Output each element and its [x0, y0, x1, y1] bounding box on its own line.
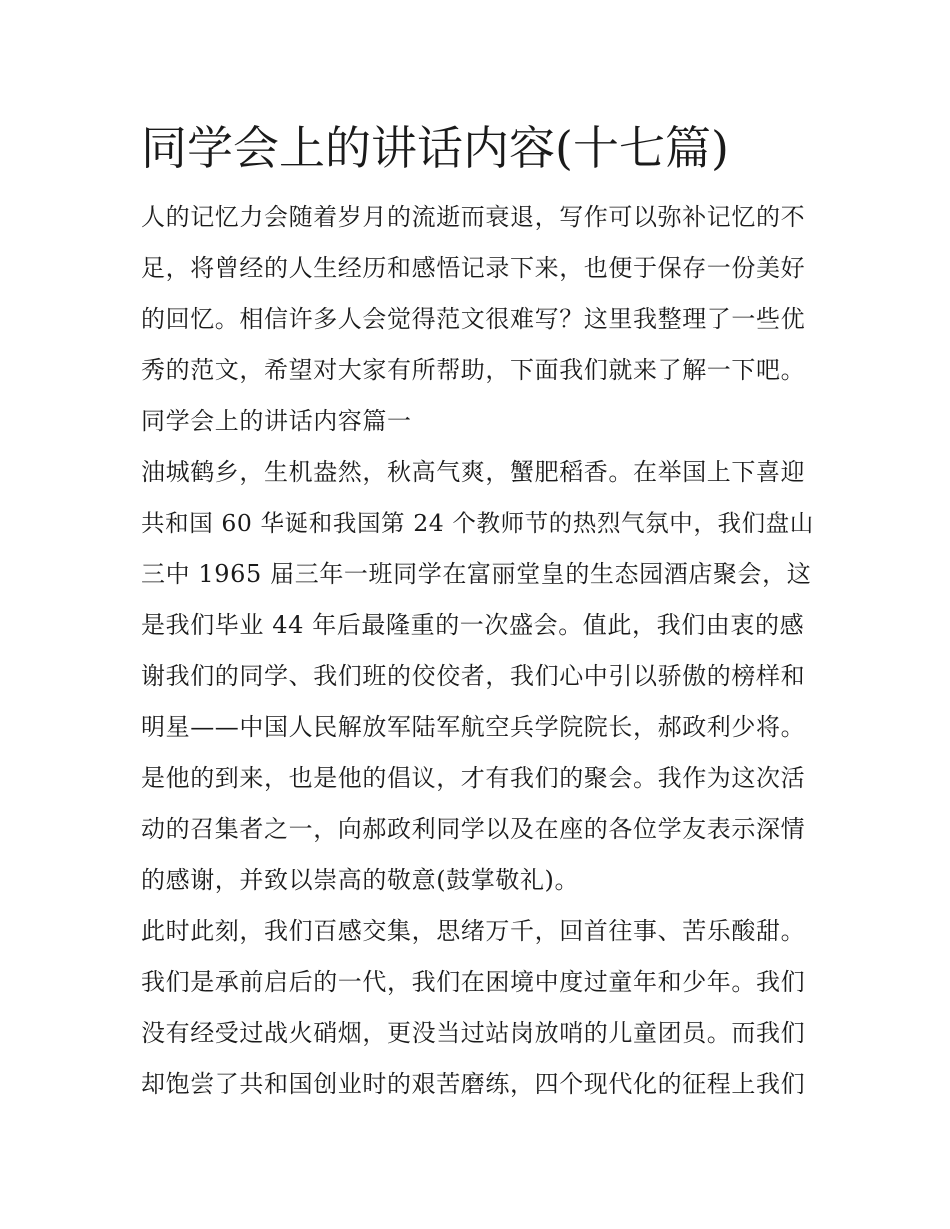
- text-line-16: 我们是承前启后的一代，我们在困境中度过童年和少年。我们: [141, 968, 806, 996]
- document-page: [141, 112, 821, 1110]
- document-title: 同学会上的讲话内容(十七篇): [141, 121, 729, 175]
- text-line-15: 此时此刻，我们百感交集，思绪万千，回首往事、苦乐酸甜。: [141, 917, 806, 945]
- text-line-12: 是他的到来，也是他的倡议，才有我们的聚会。我作为这次活: [141, 764, 806, 792]
- text-line-9: 是我们毕业 44 年后最隆重的一次盛会。值此，我们由衷的感: [141, 611, 805, 639]
- text-line-2: 足，将曾经的人生经历和感悟记录下来，也便于保存一份美好: [141, 254, 806, 282]
- text-line-8: 三中 1965 届三年一班同学在富丽堂皇的生态园酒店聚会，这: [141, 560, 812, 588]
- text-line-7: 共和国 60 华诞和我国第 24 个教师节的热烈气氛中，我们盘山: [141, 509, 814, 537]
- text-line-11: 明星——中国人民解放军陆军航空兵学院院长，郝政利少将。: [141, 713, 806, 741]
- text-line-6: 油城鹤乡，生机盎然，秋高气爽，蟹肥稻香。在举国上下喜迎: [141, 458, 806, 486]
- text-line-1: 人的记忆力会随着岁月的流逝而衰退，写作可以弥补记忆的不: [141, 203, 806, 231]
- text-line-10: 谢我们的同学、我们班的佼佼者，我们心中引以骄傲的榜样和: [141, 662, 806, 690]
- text-line-3: 的回忆。相信许多人会觉得范文很难写？这里我整理了一些优: [141, 305, 806, 333]
- text-line-17: 没有经受过战火硝烟，更没当过站岗放哨的儿童团员。而我们: [141, 1019, 806, 1047]
- document-body: [141, 192, 821, 1110]
- text-line-4: 秀的范文，希望对大家有所帮助，下面我们就来了解一下吧。: [141, 356, 806, 384]
- text-line-18: 却饱尝了共和国创业时的艰苦磨练，四个现代化的征程上我们: [141, 1070, 806, 1098]
- text-line-14: 的感谢，并致以崇高的敬意(鼓掌敬礼)。: [141, 866, 580, 894]
- section-heading: 同学会上的讲话内容篇一: [141, 407, 412, 435]
- text-line-13: 动的召集者之一，向郝政利同学以及在座的各位学友表示深情: [141, 815, 806, 843]
